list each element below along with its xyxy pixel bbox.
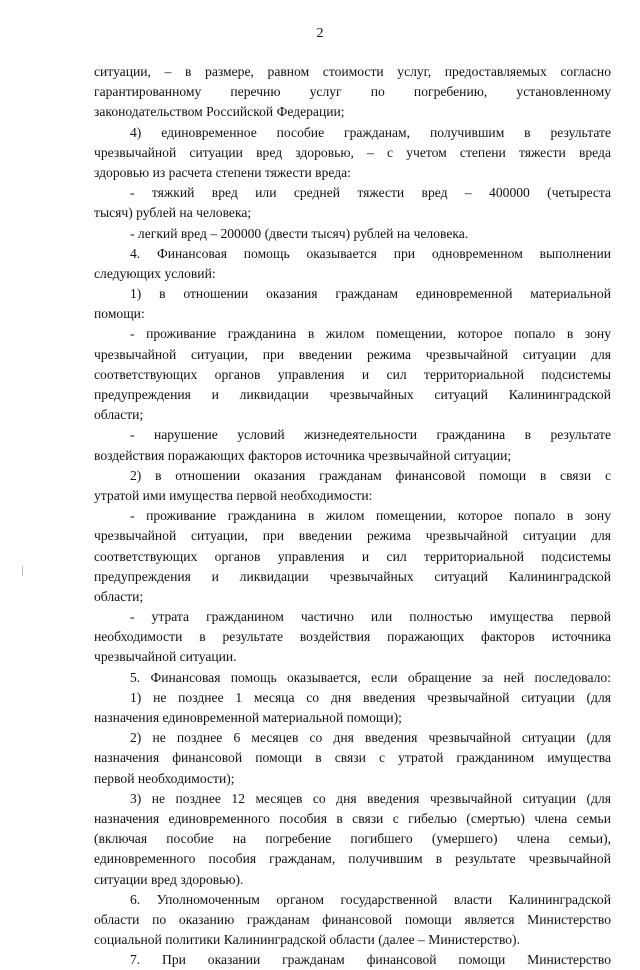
text-line: (включая пособие на погребение погибшего (умершего) члена семьи),	[94, 831, 611, 847]
text-line: гарантированному перечню услуг по погребению, установленному	[94, 84, 611, 100]
text-line: - проживание гражданина в жилом помещении, которое попало в зону	[130, 326, 611, 342]
text-line: - тяжкий вред или средней тяжести вред – 400000 (четыреста	[130, 185, 611, 201]
text-line: 2) в отношении оказания гражданам финансовой помощи в связи с	[130, 467, 611, 483]
text-line: необходимости в результате воздействия поражающих факторов источника	[94, 629, 611, 645]
text-line: чрезвычайной ситуации вред здоровью, – с учетом степени тяжести вреда	[94, 144, 611, 160]
text-line: 5. Финансовая помощь оказывается, если обращение за ней последовало:	[130, 669, 611, 685]
text-line: чрезвычайной ситуации, при введении режима чрезвычайной ситуации для	[94, 528, 611, 544]
text-line: помощи:	[94, 306, 145, 322]
text-line: следующих условий:	[94, 265, 216, 281]
text-line: соответствующих органов управления и сил территориальной подсистемы	[94, 548, 611, 564]
text-line: социальной политики Калининградской области (далее – Министерство).	[94, 932, 520, 948]
text-line: здоровью из расчета степени тяжести вреда:	[94, 164, 351, 180]
text-line: назначения единовременного пособия в связи с гибелью (смертью) члена семьи	[94, 810, 611, 826]
text-line: назначения единовременной материальной помощи);	[94, 710, 402, 725]
page-number: 2	[316, 26, 324, 41]
text-line: области по оказанию гражданам финансовой помощи является Министерство	[94, 911, 611, 927]
text-line: 6. Уполномоченным органом государственной власти Калининградской	[130, 891, 611, 907]
text-line: 1) не позднее 1 месяца со дня введения чрезвычайной ситуации (для	[130, 689, 611, 705]
margin-mark	[22, 566, 23, 576]
text-line: назначения финансовой помощи в связи с утратой гражданином имущества	[94, 750, 611, 766]
text-line: 4. Финансовая помощь оказывается при одновременном выполнении	[130, 245, 611, 261]
text-line: чрезвычайной ситуации.	[94, 649, 237, 665]
text-line: - легкий вред – 200000 (двести тысяч) рублей на человека.	[130, 225, 469, 241]
text-line: 1) в отношении оказания гражданам единовременной материальной	[130, 286, 611, 302]
text-line: 7. При оказании гражданам финансовой помощи Министерство	[130, 952, 611, 968]
text-line: ситуации вред здоровью).	[94, 871, 244, 887]
text-line: 3) не позднее 12 месяцев со дня введения чрезвычайной ситуации (для	[130, 790, 611, 806]
text-line: - проживание гражданина в жилом помещении, которое попало в зону	[130, 508, 611, 524]
text-line: чрезвычайной ситуации, при введении режима чрезвычайной ситуации для	[94, 346, 611, 362]
text-line: - утрата гражданином частично или полностью имущества первой	[130, 609, 611, 625]
document-body	[94, 62, 611, 970]
text-line: ситуации, – в размере, равном стоимости услуг, предоставляемых согласно	[94, 64, 611, 79]
text-line: воздействия поражающих факторов источника чрезвычайной ситуации;	[94, 447, 512, 463]
text-line: законодательством Российской Федерации;	[94, 104, 345, 120]
text-line: предупреждения и ликвидации чрезвычайных ситуаций Калининградской	[94, 387, 611, 402]
text-line: предупреждения и ликвидации чрезвычайных ситуаций Калининградской	[94, 568, 611, 584]
text-line: области;	[94, 407, 144, 423]
text-line: утратой ими имущества первой необходимости:	[94, 487, 373, 503]
text-line: тысяч) рублей на человека;	[94, 205, 252, 221]
text-line: - нарушение условий жизнедеятельности гражданина в результате	[130, 427, 611, 443]
text-line: 4) единовременное пособие гражданам, получившим в результате	[130, 124, 611, 140]
text-line: первой необходимости);	[94, 770, 235, 786]
text-line: 2) не позднее 6 месяцев со дня введения чрезвычайной ситуации (для	[130, 730, 611, 746]
text-line: соответствующих органов управления и сил территориальной подсистемы	[94, 366, 611, 382]
text-line: единовременного пособия гражданам, получившим в результате чрезвычайной	[94, 851, 611, 867]
text-line: области;	[94, 588, 144, 604]
